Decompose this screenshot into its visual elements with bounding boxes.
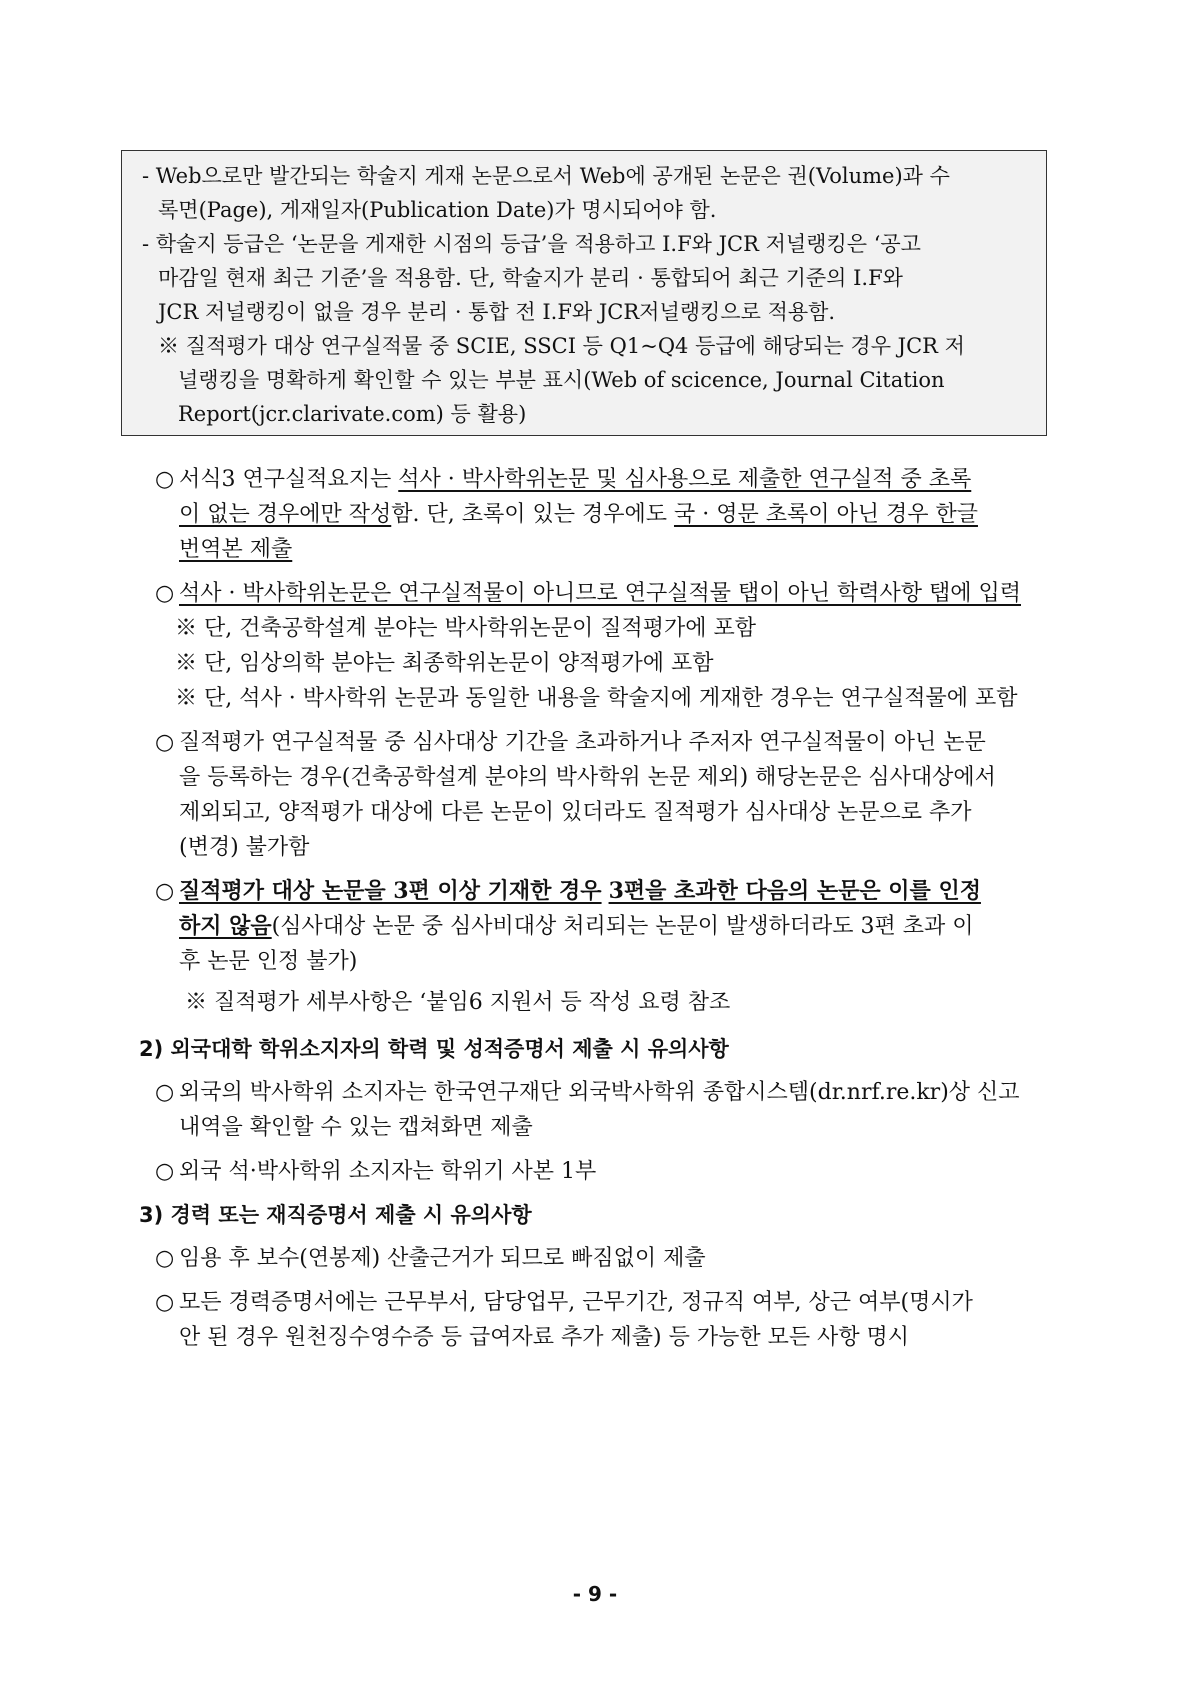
underlined-text: 이 없는 경우에만 작성	[179, 502, 392, 527]
box-line: - Web으로만 발간되는 학술지 게재 논문으로서 Web에 공개된 논문은 권(Volume)과 수	[142, 164, 950, 188]
underlined-text: 하지 않음	[179, 913, 272, 939]
note: ※ 질적평가 세부사항은 ‘붙임6 지원서 등 작성 요령 참조	[185, 990, 731, 1015]
underlined-text: 석사 · 박사학위논문은 연구실적물이 아니므로 연구실적물 탭이 아닌 학력사항 탭에 입력	[179, 581, 1021, 606]
bullet-mark: ○	[155, 879, 175, 904]
bullet-salary	[155, 1241, 1055, 1276]
notice-box	[121, 150, 1047, 436]
box-line: ※ 질적평가 대상 연구실적물 중 SCIE, SSCI 등 Q1~Q4 등급에 해당되는 경우 JCR 저	[158, 334, 965, 358]
box-line: 마감일 현재 최근 기준’을 적용함. 단, 학술지가 분리 · 통합되어 최근 기준의 I.F와	[158, 266, 903, 290]
section-heading: 2) 외국대학 학위소지자의 학력 및 성적증명서 제출 시 유의사항	[139, 1037, 729, 1061]
text: 을 등록하는 경우(건축공학설계 분야의 박사학위 논문 제외) 해당논문은 심사대상에서	[179, 765, 996, 790]
note: ※ 단, 건축공학설계 분야는 박사학위논문이 질적평가에 포함	[175, 616, 757, 641]
note: ※ 단, 석사 · 박사학위 논문과 동일한 내용을 학술지에 게재한 경우는 연구실적물에 포함	[175, 686, 1018, 711]
text: 모든 경력증명서에는 근무부서, 담당업무, 근무기간, 정규직 여부, 상근 여부(명시가	[179, 1290, 973, 1315]
bullet-three-papers	[155, 874, 1055, 1020]
main-content	[139, 462, 1055, 1364]
bullet-mark: ○	[155, 1080, 175, 1105]
underlined-text: 질적평가 대상 논문을 3편 이상 기재한 경우	[179, 878, 602, 904]
bullet-mark: ○	[155, 1246, 175, 1271]
underlined-text: 3편을 초과한 다음의 논문은 이를 인정	[608, 878, 981, 904]
text: 내역을 확인할 수 있는 캡쳐화면 제출	[179, 1115, 533, 1140]
text	[602, 879, 609, 904]
bullet-mark: ○	[155, 730, 175, 755]
underlined-text: 석사 · 박사학위논문 및 심사용으로 제출한 연구실적 중 초록	[398, 467, 972, 492]
bullet-degree-copy	[155, 1154, 1055, 1189]
bullet-abstract	[155, 462, 1055, 567]
box-line: Report(jcr.clarivate.com) 등 활용)	[178, 402, 527, 426]
box-line: 록면(Page), 게재일자(Publication Date)가 명시되어야 함.	[158, 198, 717, 222]
underlined-text: 번역본 제출	[179, 537, 293, 562]
text: 제외되고, 양적평가 대상에 다른 논문이 있더라도 질적평가 심사대상 논문으로 추가	[179, 800, 972, 825]
text: 질적평가 연구실적물 중 심사대상 기간을 초과하거나 주저자 연구실적물이 아닌 논문	[179, 730, 986, 755]
bullet-mark: ○	[155, 581, 175, 606]
bullet-foreign-phd	[155, 1075, 1055, 1145]
bullet-qualitative	[155, 725, 1055, 865]
bullet-mark: ○	[155, 1290, 175, 1315]
box-line: JCR 저널랭킹이 없을 경우 분리 · 통합 전 I.F와 JCR저널랭킹으로 적용함.	[158, 300, 836, 324]
text: 후 논문 인정 불가)	[179, 949, 358, 974]
note: ※ 단, 임상의학 분야는 최종학위논문이 양적평가에 포함	[175, 651, 714, 676]
box-line: 널랭킹을 명확하게 확인할 수 있는 부분 표시(Web of scicence, Journal Citation	[178, 368, 945, 392]
text: (심사대상 논문 중 심사비대상 처리되는 논문이 발생하더라도 3편 초과 이	[271, 914, 974, 939]
bullet-mark: ○	[155, 467, 175, 492]
bullet-thesis	[155, 576, 1055, 716]
page-number: - 9 -	[572, 1582, 618, 1606]
text: 외국 석·박사학위 소지자는 학위기 사본 1부	[179, 1159, 597, 1184]
bullet-mark: ○	[155, 1159, 175, 1184]
section-heading: 3) 경력 또는 재직증명서 제출 시 유의사항	[139, 1203, 532, 1227]
bullet-career-cert	[155, 1285, 1055, 1355]
text: 안 된 경우 원천징수영수증 등 급여자료 추가 제출) 등 가능한 모든 사항 명시	[179, 1325, 910, 1350]
box-line: - 학술지 등급은 ‘논문을 게재한 시점의 등급’을 적용하고 I.F와 JCR 저널랭킹은 ‘공고	[142, 232, 921, 256]
text: 함. 단, 초록이 있는 경우에도	[391, 502, 674, 527]
text: 서식3 연구실적요지는	[179, 467, 399, 492]
underlined-text: 국 · 영문 초록이 아닌 경우 한글	[673, 502, 978, 527]
text: 임용 후 보수(연봉제) 산출근거가 되므로 빠짐없이 제출	[179, 1246, 706, 1271]
text: (변경) 불가함	[179, 835, 310, 860]
text: 외국의 박사학위 소지자는 한국연구재단 외국박사학위 종합시스템(dr.nrf.re.kr)상 신고	[179, 1080, 1020, 1105]
